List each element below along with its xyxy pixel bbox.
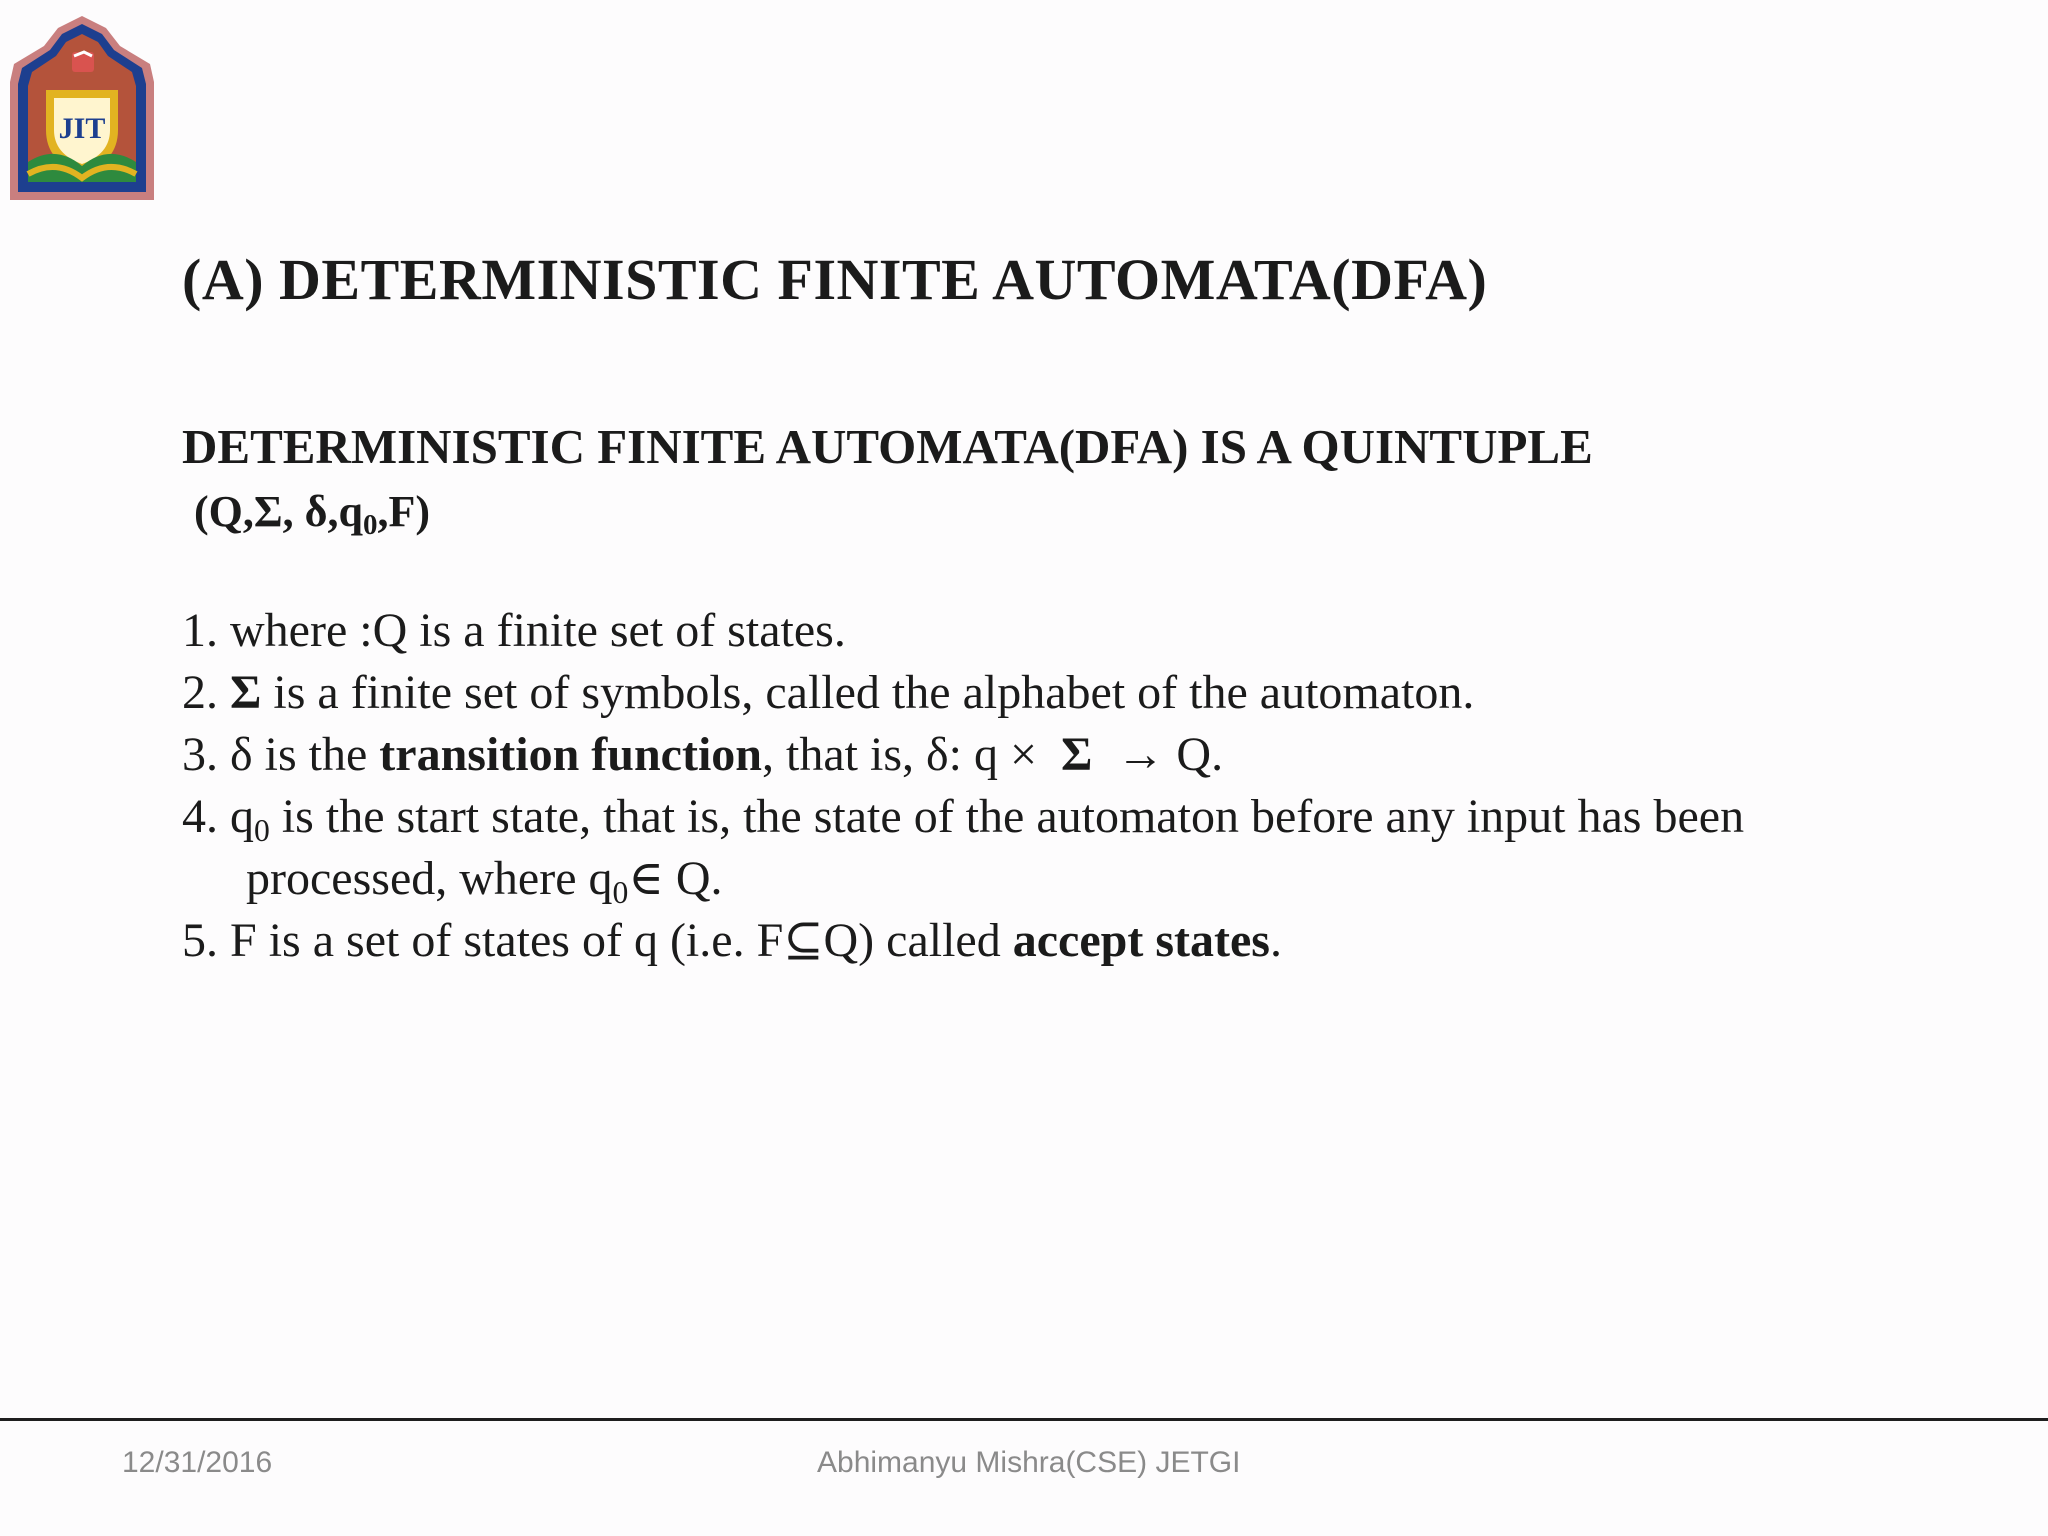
footer-divider — [0, 1418, 2048, 1421]
item-number: 2. — [182, 666, 218, 719]
item-text: is a finite set of symbols, called the alphabet of the automaton. — [273, 666, 1475, 719]
slide-title: (A) DETERMINISTIC FINITE AUTOMATA(DFA) — [182, 247, 1488, 312]
item-number: 4. — [182, 790, 218, 843]
tuple-close: ,F) — [377, 487, 430, 536]
item-text-pre: F is a set of states of q (i.e. F⊆Q) called — [230, 914, 1001, 967]
item-text-pre: δ is the — [230, 728, 368, 781]
list-item — [182, 600, 2012, 662]
item-number: 5. — [182, 914, 218, 967]
item-text-end: → Q. — [1116, 728, 1224, 781]
quintuple-notation — [194, 486, 430, 542]
list-item — [182, 724, 2012, 786]
cont-subscript: 0 — [612, 874, 629, 910]
tuple-open: (Q,Σ, δ,q — [194, 487, 363, 536]
sigma-symbol: Σ — [230, 666, 262, 719]
item-text-bold: accept states — [1012, 914, 1270, 967]
item-number: 1. — [182, 604, 218, 657]
list-item — [182, 786, 2012, 910]
slide-subtitle: DETERMINISTIC FINITE AUTOMATA(DFA) IS A QUINTUPLE — [182, 419, 1593, 474]
item-continuation — [182, 848, 2012, 910]
list-item — [182, 910, 2012, 972]
item-text: where :Q is a finite set of states. — [230, 604, 846, 657]
q-subscript: 0 — [254, 812, 270, 848]
item-text: is the start state, that is, the state of the automaton before any input has been — [281, 790, 1745, 843]
footer-date: 12/31/2016 — [122, 1446, 273, 1479]
logo-text: JIT — [58, 112, 106, 145]
sigma-symbol: Σ — [1061, 728, 1093, 781]
q-symbol: q — [230, 790, 254, 843]
item-text-post: , that is, δ: q × — [762, 728, 1038, 781]
institute-crest-logo — [2, 12, 162, 208]
list-item — [182, 662, 2012, 724]
cont-text-pre: processed, where q — [246, 852, 613, 905]
item-text-bold: transition function — [379, 728, 762, 781]
cont-text-post: ∈ Q. — [628, 852, 723, 905]
footer-author: Abhimanyu Mishra(CSE) JETGI — [817, 1446, 1241, 1479]
tuple-subscript: 0 — [362, 509, 378, 542]
definition-list — [182, 600, 2012, 972]
item-text-end: . — [1269, 914, 1282, 967]
item-number: 3. — [182, 728, 218, 781]
